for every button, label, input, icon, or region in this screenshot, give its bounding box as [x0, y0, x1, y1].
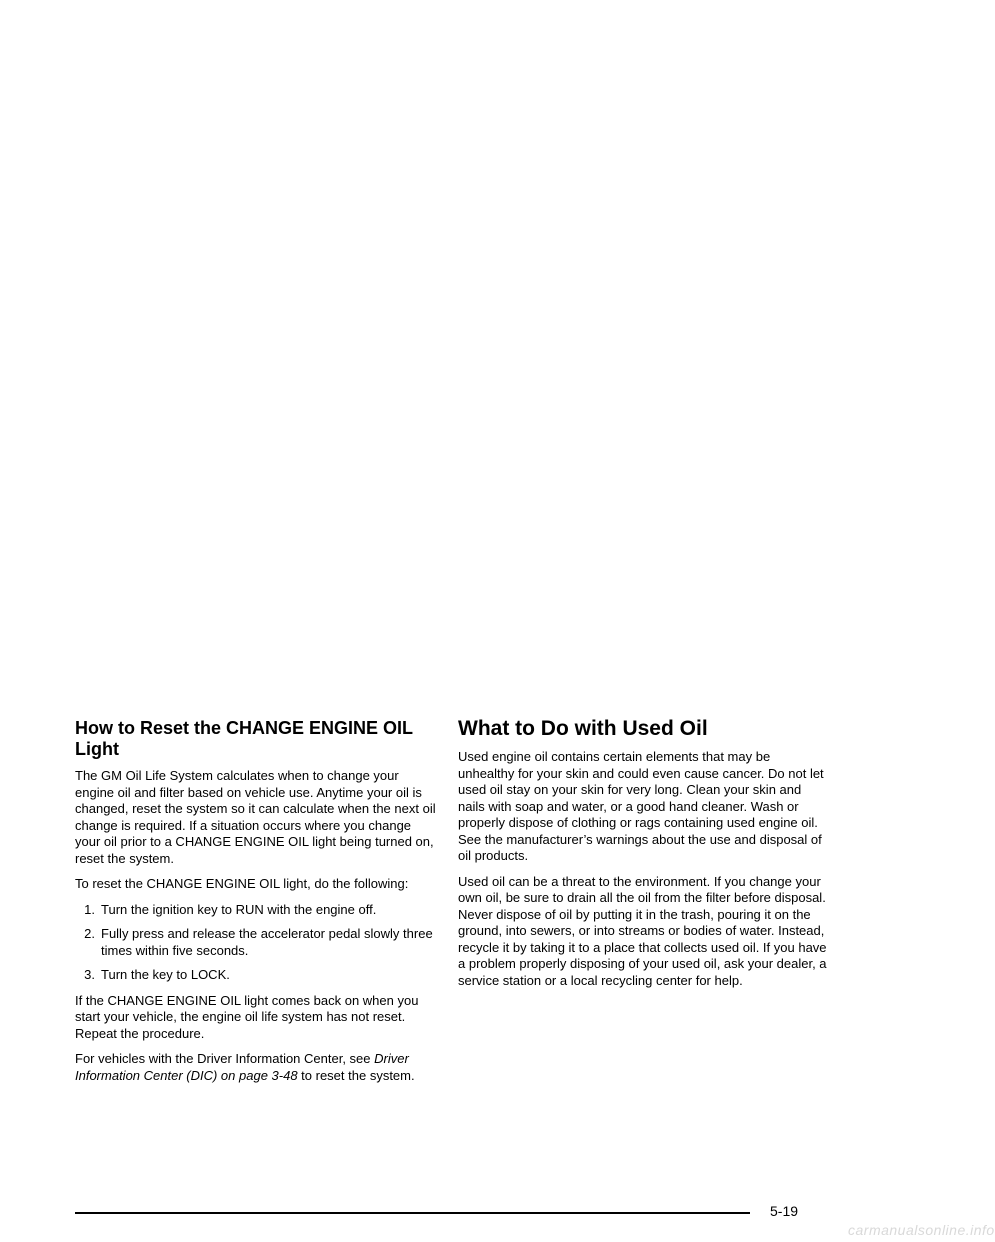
- list-item: [75, 967, 438, 984]
- used-oil-environment-paragraph: Used oil can be a threat to the environment. If you change your own oil, be sure to drain all the oil from the filter before disposal. Never dispose of oil by putting it in the trash, pouring it on the ground, into sewers, or into streams or bodies of water. Instead, recycle it by taking it to a place that collects used oil. If you have a problem properly disposing of your used oil, ask your dealer, a service station or a local recycling center for help.: [458, 873, 827, 988]
- reset-oil-light-section: [75, 718, 438, 1093]
- step-number: 1.: [84, 901, 95, 917]
- list-item: [75, 926, 438, 959]
- used-oil-heading: What to Do with Used Oil: [458, 717, 708, 740]
- step-text: Turn the key to LOCK.: [101, 967, 230, 982]
- reset-steps-list: [75, 902, 438, 984]
- light-comes-back-paragraph: If the CHANGE ENGINE OIL light comes back on when you start your vehicle, the engine oil life system has not reset. Repeat the procedure.: [75, 992, 419, 1041]
- page-number: 5-19: [770, 1203, 799, 1219]
- reset-oil-light-heading: How to Reset the CHANGE ENGINE OIL Light: [75, 718, 413, 759]
- step-text: Turn the ignition key to RUN with the engine off.: [101, 901, 377, 917]
- dic-post-text: to reset the system.: [297, 1067, 415, 1083]
- used-oil-health-paragraph: Used engine oil contains certain elements that may be unhealthy for your skin and could even cause cancer. Do not let used oil stay on your skin for very long. Clean your skin and nails with soap and water, or a good hand cleaner. Wash or properly dispose of clothing or rags containing used engine oil. See the manufacturer’s warnings about the use and disposal of oil products.: [458, 749, 824, 863]
- reset-lead-in-paragraph: To reset the CHANGE ENGINE OIL light, do the following:: [75, 876, 409, 891]
- oil-life-intro-paragraph: The GM Oil Life System calculates when to change your engine oil and filter based on vehicle use. Anytime your oil is changed, reset the system so it can calculate when the next oil change is required. If a situation occurs where you change your oil prior to a CHANGE ENGINE OIL light being turned on, reset the system.: [75, 768, 436, 866]
- watermark: carmanualsonline.info: [848, 1222, 995, 1238]
- list-item: [75, 902, 438, 919]
- dic-reference-paragraph: [75, 1051, 438, 1084]
- step-number: 3.: [84, 967, 95, 982]
- used-oil-section: [458, 718, 828, 998]
- step-text: Fully press and release the accelerator pedal slowly three times within five seconds.: [101, 926, 433, 958]
- dic-cross-reference-link[interactable]: Driver Information Center (DIC) on page 3-48: [75, 1051, 409, 1083]
- footer-rule: [75, 1212, 750, 1214]
- dic-pre-text: For vehicles with the Driver Information Center, see: [75, 1051, 375, 1066]
- step-number: 2.: [84, 926, 95, 941]
